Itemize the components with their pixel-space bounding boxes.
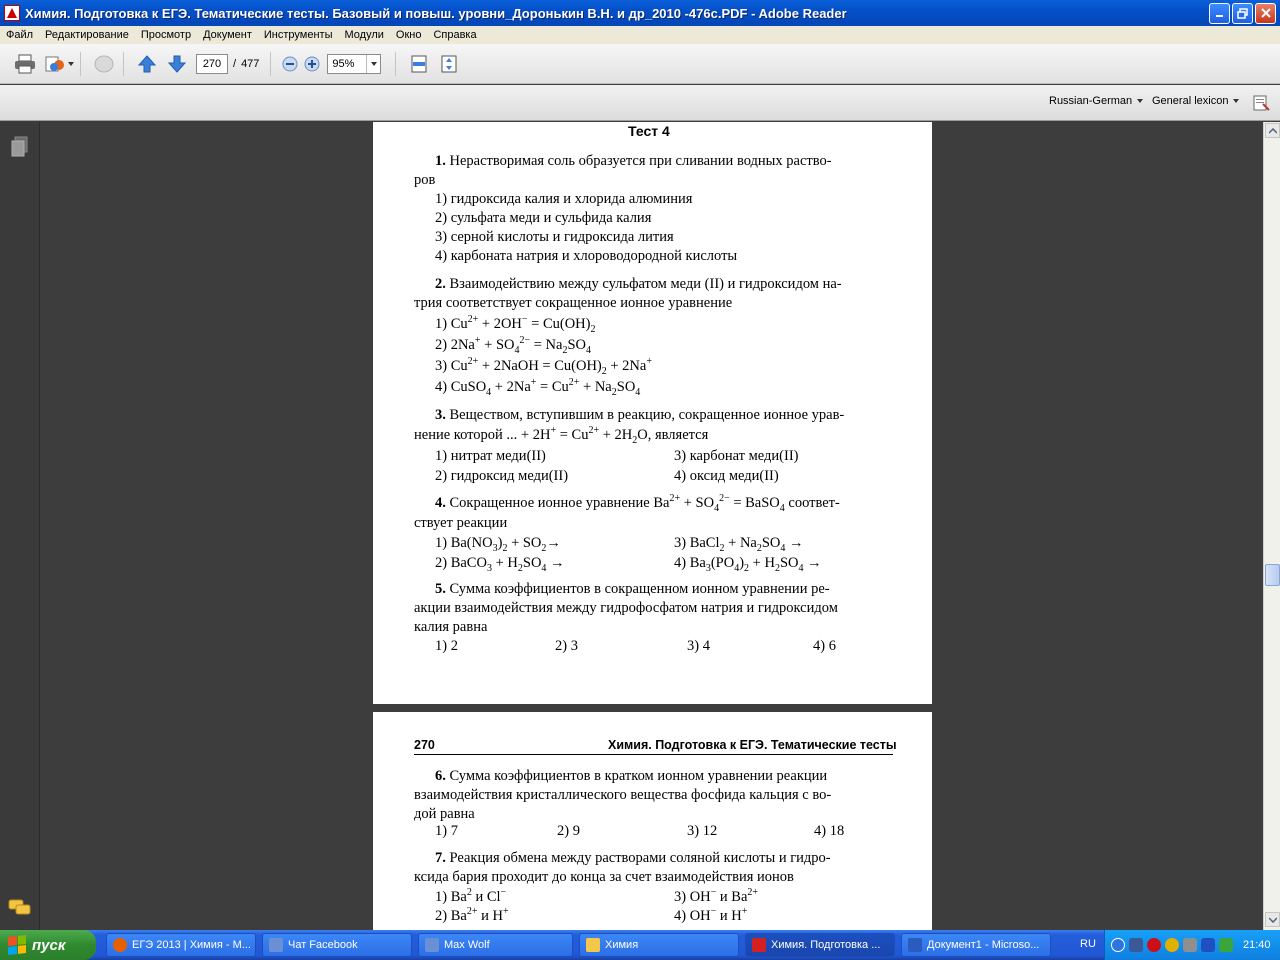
show-hidden-icons-icon[interactable] — [1111, 938, 1125, 952]
lexicon-dropdown[interactable] — [1152, 95, 1239, 107]
network-icon[interactable] — [1183, 938, 1197, 952]
vertical-scrollbar[interactable] — [1263, 122, 1280, 930]
answer-option: 2) $Ba^{2+}$ и H+ — [435, 906, 509, 924]
chat-window-icon — [269, 938, 283, 952]
answer-option: 1) 7 — [435, 823, 458, 839]
start-button[interactable] — [0, 930, 96, 960]
question-text: дой равна — [414, 806, 475, 822]
close-button[interactable] — [1255, 3, 1276, 24]
answer-option: 3) карбонат меди(II) — [674, 448, 799, 464]
pages-panel-button[interactable] — [10, 136, 30, 163]
question-text: трия соответствует сокращенное ионное уравнение — [414, 295, 733, 311]
question-3: 3. Веществом, вступившим в реакцию, сокращенное ионное урав- — [435, 407, 845, 423]
firefox-icon — [113, 938, 127, 952]
taskbar-item[interactable] — [418, 933, 573, 957]
answer-option: 2) гидроксид меди(II) — [435, 468, 569, 484]
menu-edit[interactable]: Редактирование — [45, 29, 129, 41]
taskbar — [0, 930, 1280, 960]
menu-tools[interactable]: Инструменты — [263, 29, 333, 41]
question-7: 7. Реакция обмена между растворами соляной кислоты и гидро- — [435, 850, 831, 866]
answer-option: 2) 3 — [555, 638, 578, 654]
question-text: нение которой ... + $2H^+ = Cu^{2+} + 2H_2O$, является — [414, 425, 709, 446]
opera-icon[interactable] — [1147, 938, 1161, 952]
answer-option: 1) 2 — [435, 638, 458, 654]
zoom-select[interactable] — [327, 54, 381, 74]
menu-document[interactable]: Документ — [203, 29, 252, 41]
menu-view[interactable]: Просмотр — [140, 29, 192, 41]
zoom-in-button[interactable] — [303, 51, 321, 77]
question-text: взаимодействия кристаллического вещества фосфида кальция с во- — [414, 787, 832, 803]
answer-option: 4) CuSO$_4$ + $2Na^+ = Cu^{2+} + Na_2SO_4$ — [435, 377, 641, 398]
bluetooth-icon[interactable] — [1201, 938, 1215, 952]
comments-panel-button[interactable] — [8, 898, 32, 923]
zoom-out-button[interactable] — [281, 51, 299, 77]
printer-icon — [14, 54, 36, 74]
answer-option: 3) 12 — [687, 823, 718, 839]
scroll-up-button[interactable] — [1265, 123, 1280, 138]
taskbar-item-label: ЕГЭ 2013 | Химия - М... — [132, 939, 251, 951]
fit-width-icon — [409, 54, 429, 74]
word-icon — [908, 938, 922, 952]
chevron-down-icon — [1137, 99, 1143, 103]
comment-icon — [8, 898, 32, 918]
question-text: калия равна — [414, 619, 488, 635]
answer-option: 1) Ba$^2$ и Cl− — [435, 887, 507, 905]
share-button[interactable] — [42, 51, 68, 77]
question-text: ствует реакции — [414, 515, 508, 531]
dictionary-dropdown[interactable] — [1049, 95, 1143, 107]
answer-option: 4) 18 — [814, 823, 845, 839]
answer-option: 2) 9 — [557, 823, 580, 839]
previous-page-button[interactable] — [134, 51, 160, 77]
taskbar-item[interactable] — [262, 933, 412, 957]
language-indicator[interactable]: RU — [1080, 938, 1096, 950]
zoom-value: 95% — [332, 57, 355, 70]
taskbar-item-label: Химия — [605, 939, 639, 951]
menu-plugins[interactable]: Модули — [344, 29, 384, 41]
arrow-up-icon — [137, 54, 157, 74]
taskbar-item-label: Документ1 - Microso... — [927, 939, 1040, 951]
start-label: пуск — [32, 936, 66, 954]
lexicon-label: General lexicon — [1152, 95, 1229, 107]
pages-icon — [10, 136, 30, 158]
minimize-button[interactable] — [1209, 3, 1230, 24]
answer-option: 3) OH− и $Ba^{2+}$ — [674, 887, 759, 905]
header-rule — [414, 754, 893, 755]
dictionary-label: Russian-German — [1049, 95, 1133, 107]
menu-window[interactable]: Окно — [395, 29, 422, 41]
answer-option: 3) $Cu^{2+}$ + 2NaOH = $Cu(OH)_2 + 2Na^+$ — [435, 356, 652, 377]
question-5: 5. Сумма коэффициентов в сокращенном ионном уравнении ре- — [435, 581, 830, 597]
answer-option: 3) 4 — [687, 638, 710, 654]
maximize-button[interactable] — [1232, 3, 1253, 24]
answer-option: 4) 6 — [813, 638, 836, 654]
chrome-icon[interactable] — [1165, 938, 1179, 952]
windows-logo-icon — [8, 935, 26, 955]
answer-option: 1) нитрат меди(II) — [435, 448, 546, 464]
collaborate-icon — [44, 54, 66, 74]
taskbar-item[interactable] — [745, 933, 895, 957]
toolbar — [0, 44, 1280, 84]
fit-page-icon — [439, 54, 459, 74]
answer-option: 4) карбоната натрия и хлороводородной кислоты — [435, 248, 738, 264]
taskbar-item[interactable] — [901, 933, 1051, 957]
question-text: ксида бария проходит до конца за счет взаимодействия ионов — [414, 869, 794, 885]
answer-option: 2) BaCO$_3$ + $H_2SO_4$ → — [435, 555, 565, 574]
question-text: акции взаимодействия между гидрофосфатом натрия и гидроксидом — [414, 600, 838, 616]
menu-file[interactable]: Файл — [6, 29, 34, 41]
answer-option: 2) $2Na^+ + SO_4^{2-} = Na_2SO_4$ — [435, 335, 592, 356]
zoom-out-icon — [282, 56, 298, 72]
dictionary-icon — [1252, 94, 1270, 112]
menu-help[interactable]: Справка — [433, 29, 477, 41]
question-1: 1. Нерастворимая соль образуется при сливании водных раство- — [435, 153, 832, 169]
hand-icon — [93, 53, 115, 75]
fit-width-button[interactable] — [406, 51, 432, 77]
window-title: Химия. Подготовка к ЕГЭ. Тематические тесты. Базовый и повыш. уровни_Доронькин В.Н. и др_2010 -476с.PDF - Adobe Reader — [25, 5, 847, 21]
pdf-icon — [752, 938, 766, 952]
page-total: 477 — [241, 57, 260, 70]
answer-option: 4) OH− и H+ — [674, 906, 748, 924]
question-2: 2. Взаимодействию между сульфатом меди (II) и гидроксидом на- — [435, 276, 842, 292]
chat-window-icon — [425, 938, 439, 952]
answer-option: 1) $Cu^{2+} + 2OH^- = Cu(OH)_2$ — [435, 314, 596, 335]
scroll-down-button[interactable] — [1265, 912, 1280, 927]
dictionary-settings-button[interactable] — [1252, 94, 1270, 117]
scrollbar-thumb[interactable] — [1265, 564, 1280, 586]
adobe-reader-icon — [4, 5, 20, 21]
clock[interactable]: 21:40 — [1243, 939, 1271, 951]
answer-option: 3) BaCl$_2$ + $Na_2SO_4$ → — [674, 535, 804, 554]
chevron-down-icon[interactable] — [68, 62, 74, 66]
safely-remove-icon[interactable] — [1219, 938, 1233, 952]
taskbar-item[interactable] — [579, 933, 739, 957]
answer-option: 1) гидроксида калия и хлорида алюминия — [435, 191, 693, 207]
folder-icon — [586, 938, 600, 952]
next-page-button[interactable] — [164, 51, 190, 77]
document-page — [373, 122, 932, 704]
secondary-toolbar — [0, 85, 1280, 121]
page-separator: / — [233, 57, 237, 70]
test-title: Тест 4 — [628, 123, 670, 139]
answer-option: 4) $Ba_3(PO_4)_2 + H_2SO_4$ → — [674, 555, 822, 574]
fit-page-button[interactable] — [436, 51, 462, 77]
question-text: ров — [414, 172, 436, 188]
question-4: 4. Сокращенное ионное уравнение $Ba^{2+} + SO_4^{2-}$ = BaSO$_4$ соответ- — [435, 493, 840, 514]
page-number: 270 — [414, 738, 435, 752]
taskbar-item-label: Химия. Подготовка ... — [771, 939, 881, 951]
chevron-down-icon — [1269, 917, 1277, 923]
answer-option: 4) оксид меди(II) — [674, 468, 779, 484]
arrow-down-icon — [167, 54, 187, 74]
print-button[interactable] — [12, 51, 38, 77]
taskbar-item-label: Max Wolf — [444, 939, 490, 951]
chevron-down-icon — [1233, 99, 1239, 103]
title-bar — [0, 0, 1280, 26]
taskbar-item[interactable] — [106, 933, 256, 957]
running-header: Химия. Подготовка к ЕГЭ. Тематические тесты — [608, 738, 897, 752]
system-tray — [1104, 930, 1280, 960]
facebook-icon[interactable] — [1129, 938, 1143, 952]
answer-option: 3) серной кислоты и гидроксида лития — [435, 229, 674, 245]
answer-option: 1) $Ba(NO_3)_2 + SO_2\to$ — [435, 535, 561, 554]
chevron-up-icon — [1269, 128, 1277, 134]
taskbar-item-label: Чат Facebook — [288, 939, 358, 951]
hand-tool-button[interactable] — [91, 51, 117, 77]
menu-bar — [0, 26, 1280, 44]
navigation-pane — [0, 122, 40, 930]
answer-option: 2) сульфата меди и сульфида калия — [435, 210, 652, 226]
chevron-down-icon — [371, 62, 377, 66]
document-page — [373, 712, 932, 930]
zoom-in-icon — [304, 56, 320, 72]
question-6: 6. Сумма коэффициентов в кратком ионном уравнении реакции — [435, 768, 828, 784]
page-number-input[interactable] — [196, 54, 228, 74]
